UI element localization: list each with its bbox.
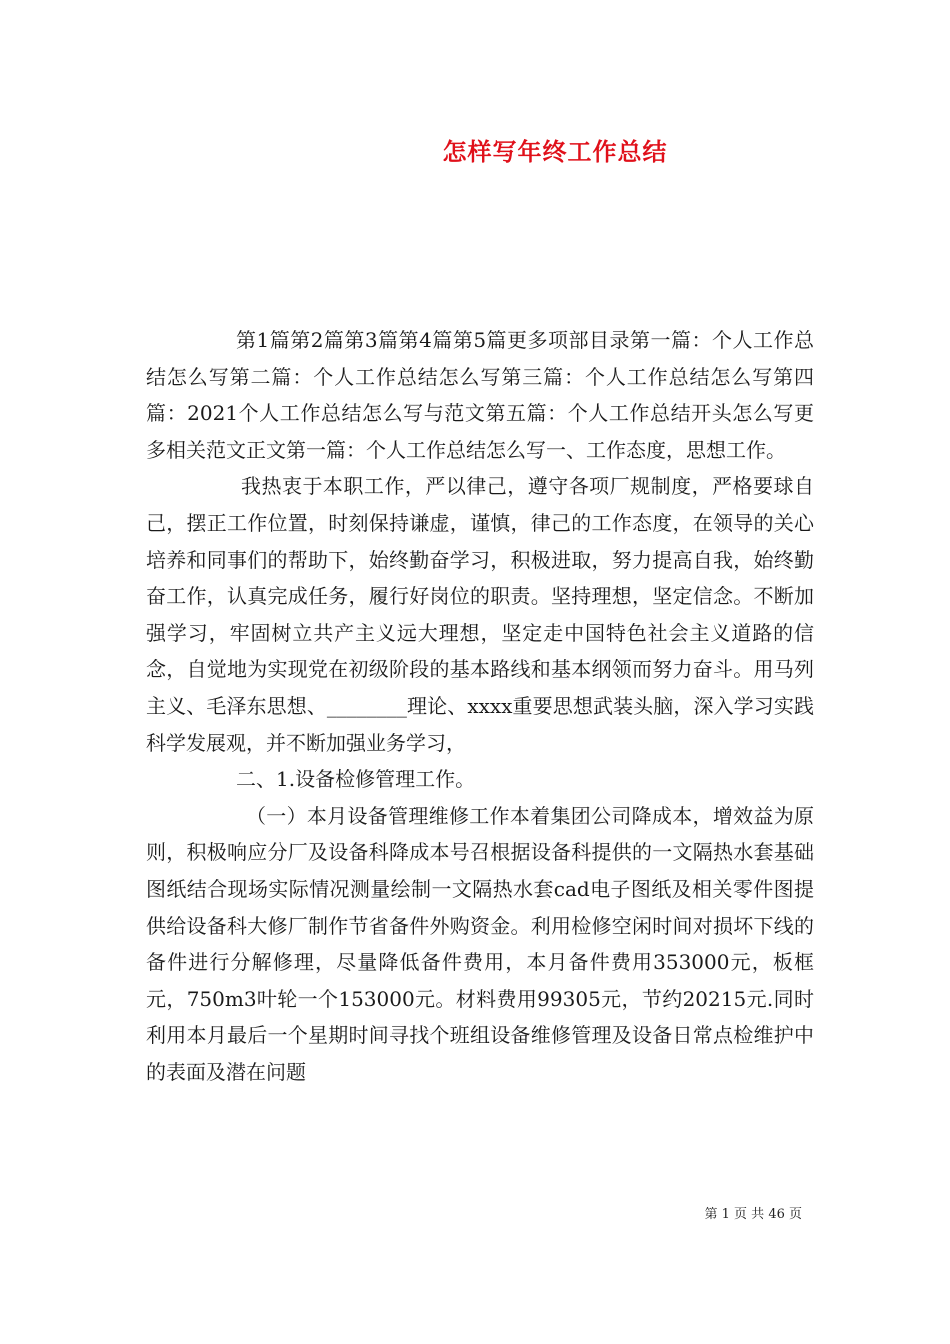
- document-title: 怎样写年终工作总结: [442, 138, 668, 166]
- page-number-footer: 第 1 页 共 46 页: [704, 1207, 802, 1222]
- paragraph-toc: 第1篇第2篇第3篇第4篇第5篇更多项部目录第一篇：个人工作总结怎么写第二篇：个人工作总结怎么写第三篇：个人工作总结怎么写第四篇：2021个人工作总结怎么写与范文第五篇：个人工作总结开头怎么写更多相关范文正文第一篇：个人工作总结怎么写一、工作态度，思想工作。: [146, 328, 814, 462]
- paragraph-equipment-maintenance: （一）本月设备管理维修工作本着集团公司降成本，增效益为原则，积极响应分厂及设备科降成本号召根据设备科提供的一文隔热水套基础图纸结合现场实际情况测量绘制一文隔热水套cad电子图纸及相关零件图提供给设备科大修厂制作节省备件外购资金。利用检修空闲时间对损坏下线的备件进行分解修理，尽量降低备件费用，本月备件费用353000元，板框元，750m3叶轮一个153000元。材料费用99305元，节约20215元.同时利用本月最后一个星期时间寻找个班组设备维修管理及设备日常点检维护中的表面及潜在问题: [146, 803, 814, 1084]
- paragraph-work-attitude: 我热衷于本职工作，严以律己，遵守各项厂规制度，严格要球自己，摆正工作位置，时刻保持谦虚，谨慎，律己的工作态度，在领导的关心培养和同事们的帮助下，始终勤奋学习，积极进取，努力提高自我，始终勤奋工作，认真完成任务，履行好岗位的职责。坚持理想，坚定信念。不断加强学习，牢固树立共产主义远大理想，坚定走中国特色社会主义道路的信念，自觉地为实现党在初级阶段的基本路线和基本纲领而努力奋斗。用马列主义、毛泽东思想、________理论、xxxx重要思想武装头脑，深入学习实践科学发展观，并不断加强业务学习，: [146, 474, 814, 755]
- paragraph-section-heading: 二、1.设备检修管理工作。: [236, 767, 476, 792]
- document-body: [146, 322, 814, 1090]
